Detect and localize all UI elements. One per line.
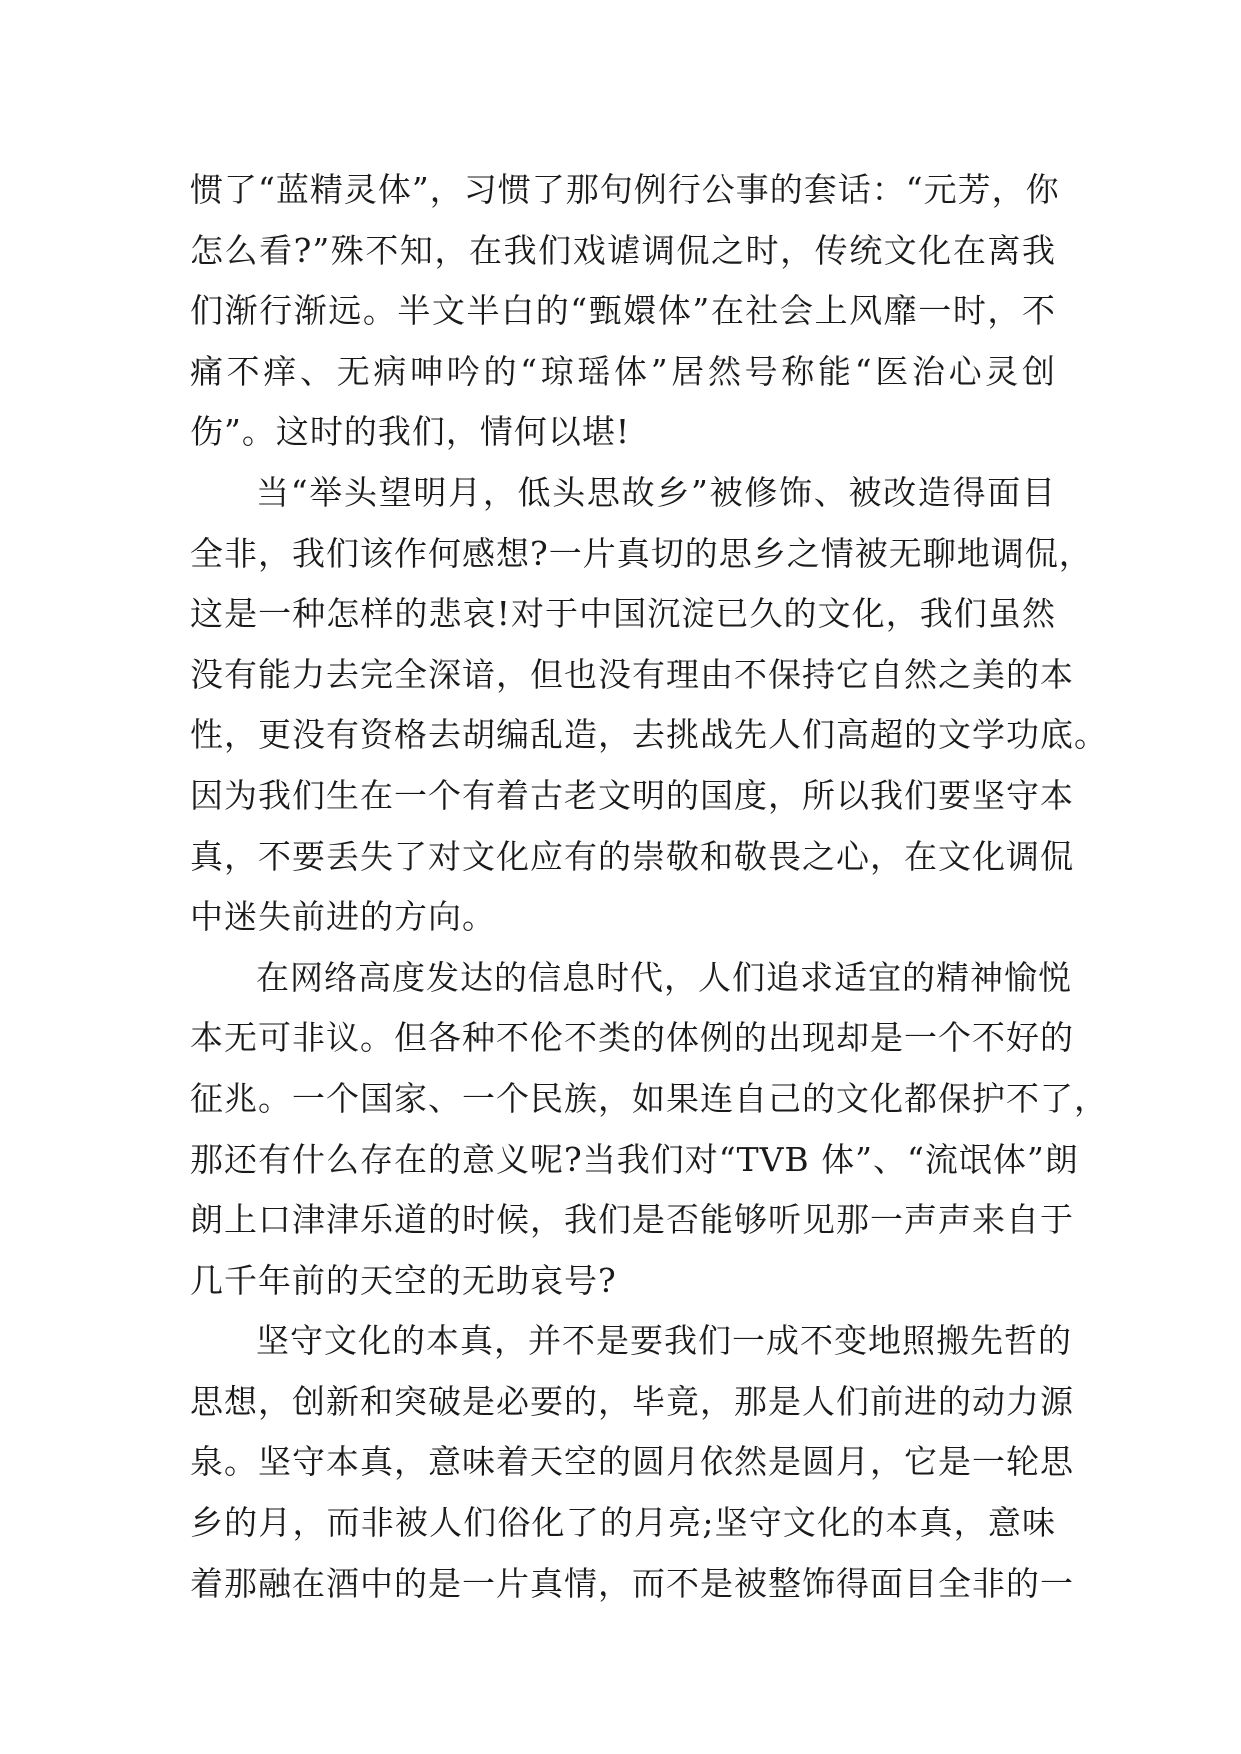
text-line: 这是一种怎样的悲哀!对于中国沉淀已久的文化，我们虽然 — [190, 594, 1056, 634]
text-line: 性，更没有资格去胡编乱造，去挑战先人们高超的文学功底。 — [190, 715, 1108, 755]
text-line: 们渐行渐远。半文半白的“甄嬛体”在社会上风靡一时，不 — [190, 291, 1056, 331]
text-line: 坚守文化的本真，并不是要我们一成不变地照搬先哲的 — [256, 1321, 1072, 1361]
text-line: 那还有什么存在的意义呢?当我们对“TVB 体”、“流氓体”朗 — [190, 1139, 1079, 1179]
text-line: 惯了“蓝精灵体”，习惯了那句例行公事的套话：“元芳，你 — [190, 170, 1060, 209]
text-line: 朗上口津津乐道的时候，我们是否能够听见那一声声来自于 — [190, 1200, 1074, 1240]
text-line: 乡的月，而非被人们俗化了的月亮;坚守文化的本真，意味 — [190, 1503, 1056, 1543]
text-line: 泉。坚守本真，意味着天空的圆月依然是圆月，它是一轮思 — [190, 1442, 1074, 1482]
text-line: 全非，我们该作何感想?一片真切的思乡之情被无聊地调侃， — [190, 533, 1093, 573]
text-line: 本无可非议。但各种不伦不类的体例的出现却是一个不好的 — [190, 1018, 1074, 1058]
text-line: 中迷失前进的方向。 — [190, 897, 496, 937]
text-line: 当“举头望明月，低头思故乡”被修饰、被改造得面目 — [256, 472, 1056, 512]
text-line: 在网络高度发达的信息时代，人们追求适宜的精神愉悦 — [256, 957, 1072, 997]
text-line: 痛不痒、无病呻吟的“琼瑶体”居然号称能“医治心灵创 — [190, 351, 1056, 391]
text-line: 征兆。一个国家、一个民族，如果连自己的文化都保护不了， — [190, 1078, 1108, 1118]
text-line: 真，不要丢失了对文化应有的崇敬和敬畏之心，在文化调侃 — [190, 836, 1074, 876]
document-body — [190, 160, 1108, 1614]
text-line: 伤”。这时的我们，情何以堪! — [190, 412, 631, 452]
text-line: 因为我们生在一个有着古老文明的国度，所以我们要坚守本 — [190, 775, 1074, 815]
text-line: 怎么看?”殊不知，在我们戏谑调侃之时，传统文化在离我 — [190, 230, 1056, 270]
text-line: 思想，创新和突破是必要的，毕竟，那是人们前进的动力源 — [190, 1381, 1074, 1421]
text-line: 几千年前的天空的无助哀号? — [190, 1260, 617, 1300]
text-line: 没有能力去完全深谙，但也没有理由不保持它自然之美的本 — [190, 654, 1074, 694]
text-line: 着那融在酒中的是一片真情，而不是被整饰得面目全非的一 — [190, 1563, 1074, 1603]
